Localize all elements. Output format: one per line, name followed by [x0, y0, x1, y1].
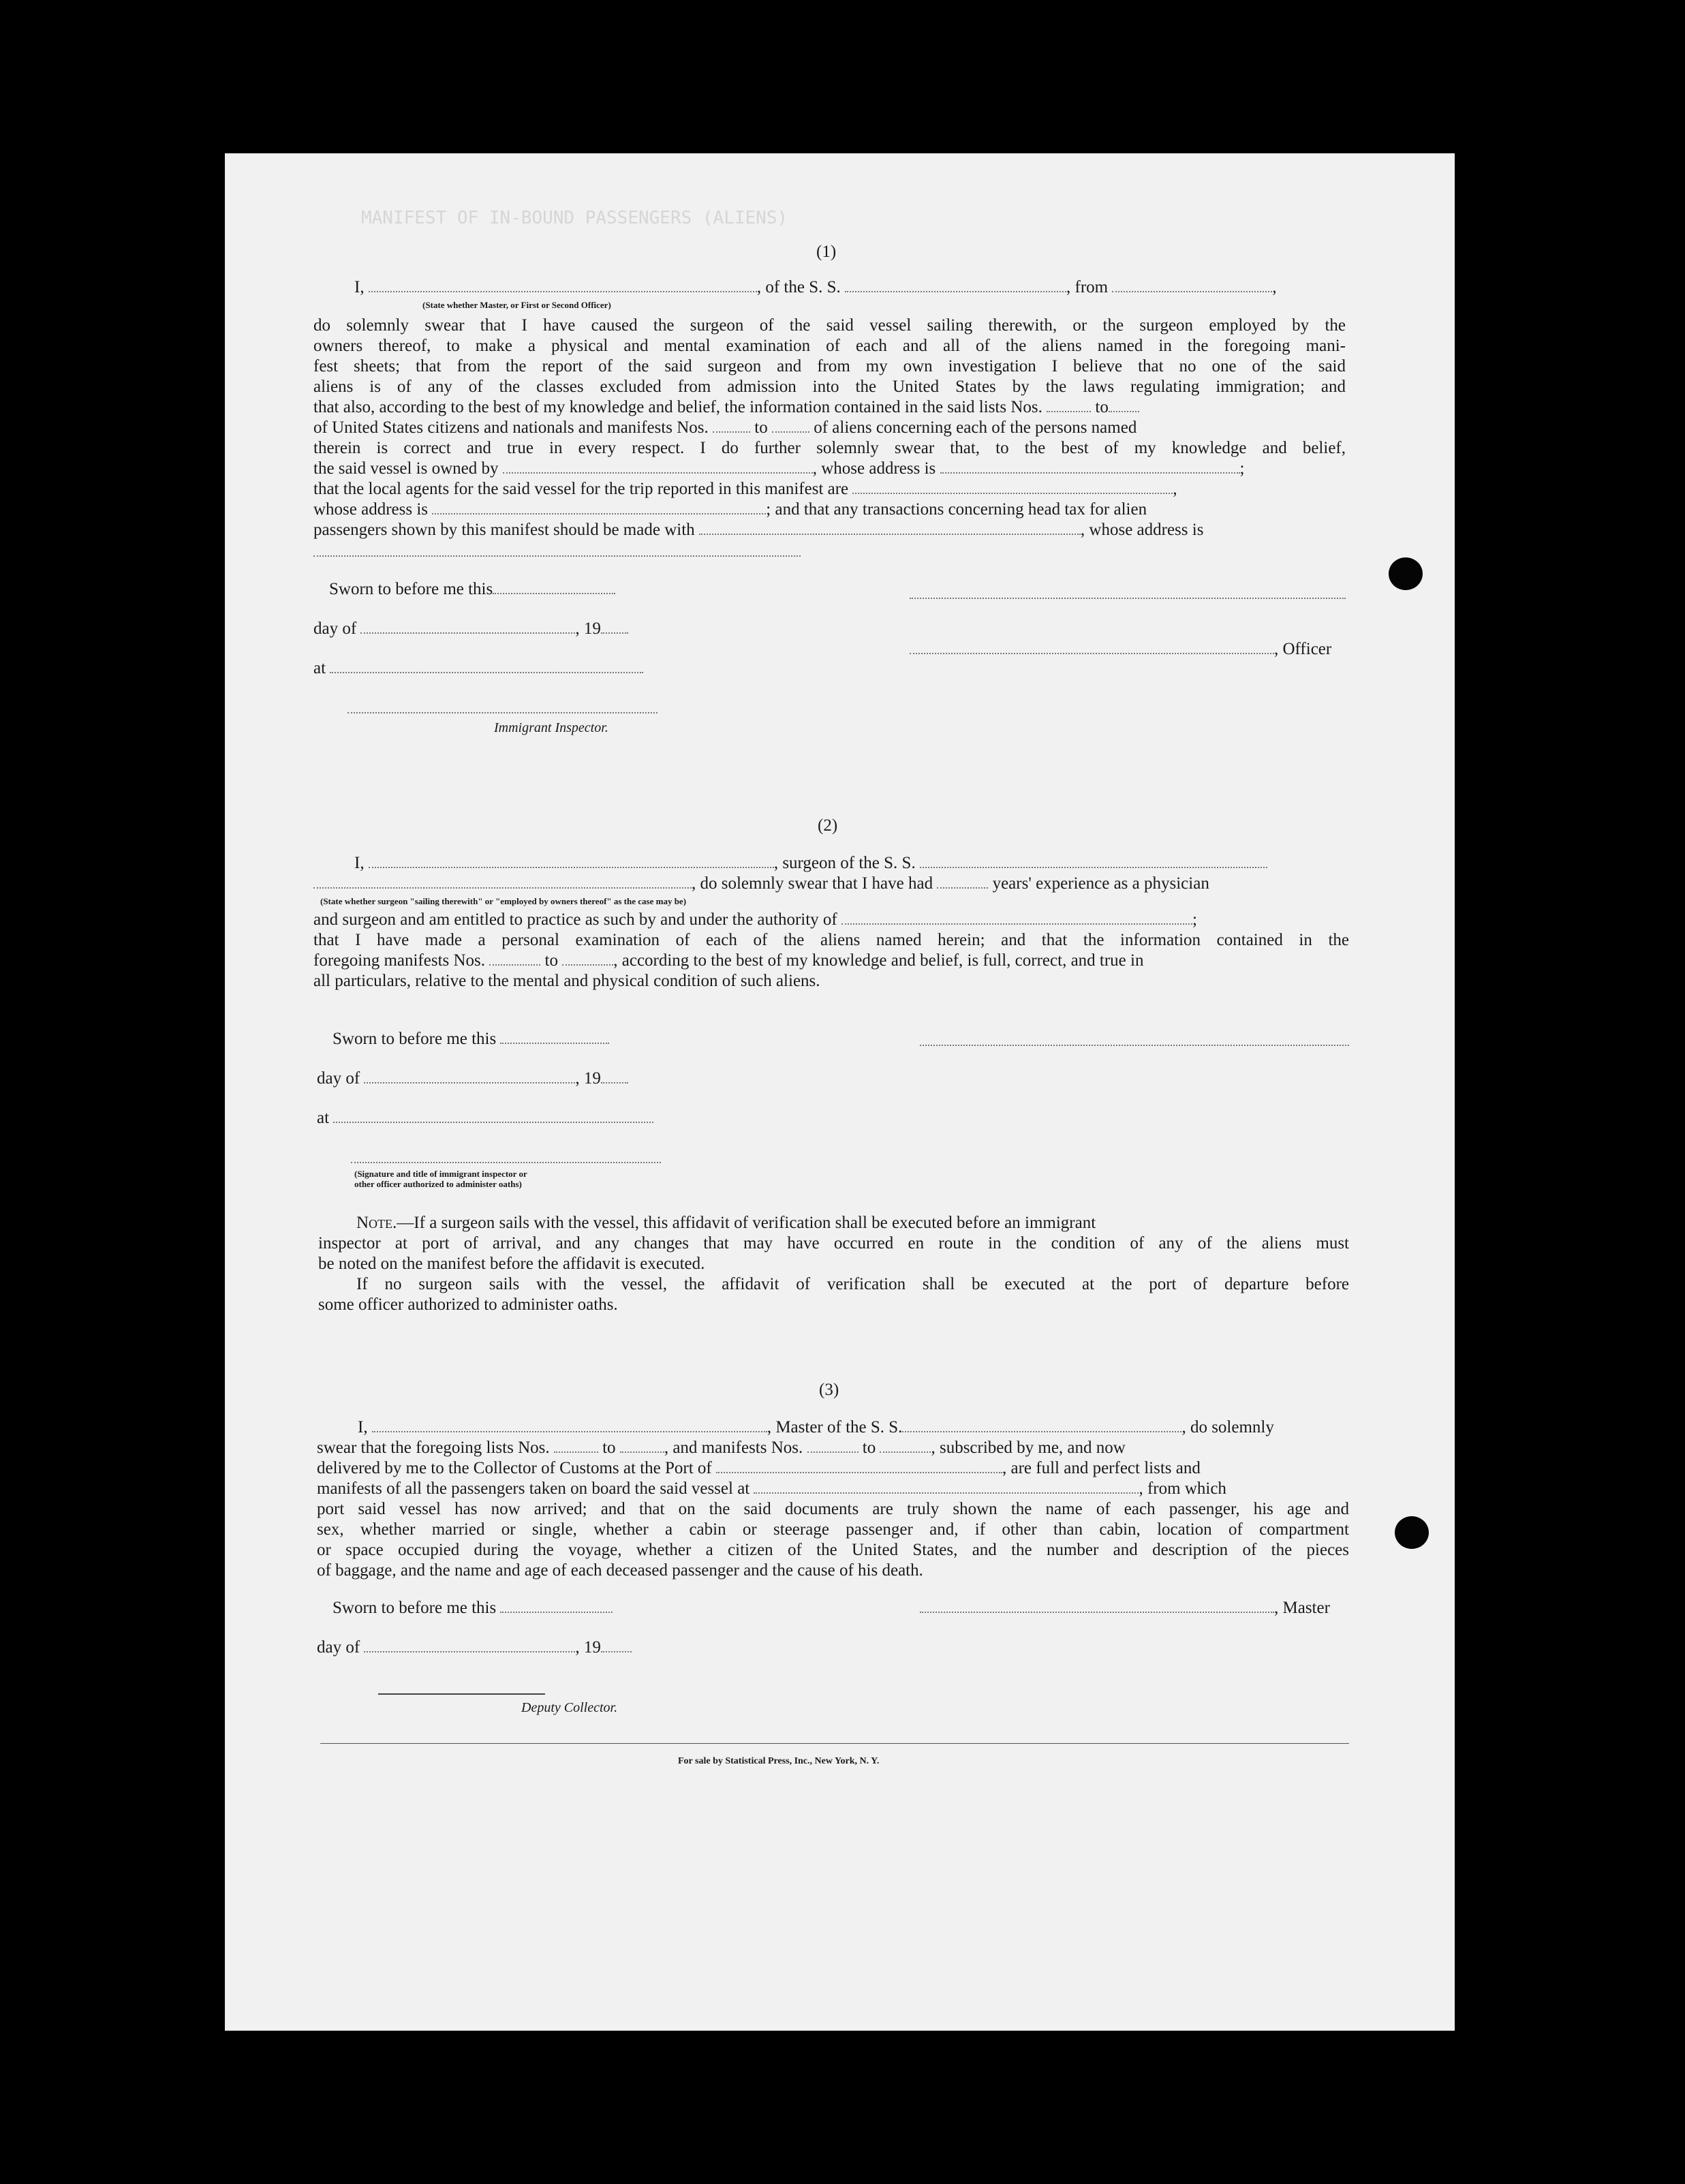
s3-line-1: I, , Master of the S. S. , do solemnly [358, 1418, 1274, 1436]
s2-at: at [317, 1108, 653, 1128]
s2-note-3: be noted on the manifest before the affidavit is executed. [318, 1255, 705, 1273]
s3-deputy-line [378, 1693, 545, 1695]
s3-deputy-label: Deputy Collector. [521, 1700, 618, 1715]
form-page [225, 153, 1455, 2031]
s2-line-1: I, , surgeon of the S. S. [354, 853, 1267, 874]
s1-para-3: fest sheets; that from the report of the said surgeon and from my own investigation I believe that no one of the said [313, 357, 1346, 375]
s2-hint: (State whether surgeon "sailing therewith" or "employed by owners thereof" as the case may be) [320, 896, 687, 906]
s1-inspector-label: Immigrant Inspector. [494, 720, 608, 735]
s2-sig-caption-1: (Signature and title of immigrant inspector or [354, 1169, 527, 1179]
s1-officer: , Officer [910, 639, 1331, 660]
section-1-number: (1) [816, 243, 837, 261]
punch-hole-bottom [1395, 1516, 1429, 1549]
s1-line-1: I, , of the S. S. , from , [354, 278, 1277, 296]
bleed-through: MANIFEST OF IN-BOUND PASSENGERS (ALIENS) [361, 208, 788, 228]
s1-signature-line [910, 598, 1346, 599]
s3-sworn: Sworn to before me this [333, 1598, 613, 1618]
s3-line-5: port said vessel has now arrived; and that on the said documents are truly shown the name of each passenger, his age and [317, 1500, 1349, 1518]
s1-inspector-line [347, 712, 658, 713]
s1-para-10: whose address is ; and that any transactions concerning head tax for alien [313, 500, 1147, 519]
s2-note-1: Note.—If a surgeon sails with the vessel, this affidavit of verification shall be executed before an immigrant [356, 1214, 1096, 1232]
s2-sig-caption-2: other officer authorized to administer oaths) [354, 1179, 522, 1189]
s1-para-11: passengers shown by this manifest should be made with , whose address is [313, 521, 1204, 539]
section-3-number: (3) [819, 1381, 839, 1399]
s2-note-5: some officer authorized to administer oaths. [318, 1295, 618, 1314]
s2-para-2: that I have made a personal examination of each of the aliens named herein; and that the information contained in the [313, 931, 1349, 949]
s3-day: day of , 19 [317, 1637, 632, 1658]
s1-para-6: of United States citizens and nationals and manifests Nos. to of aliens concerning each of the persons named [313, 418, 1137, 437]
s1-para-5: that also, according to the best of my knowledge and belief, the information contained in the said lists Nos. to [313, 397, 1139, 418]
s1-para-8: the said vessel is owned by , whose address is ; [313, 459, 1245, 478]
s1-para-2: owners thereof, to make a physical and mental examination of each and all of the aliens named in the foregoing mani- [313, 337, 1346, 355]
s1-sworn: Sworn to before me this [329, 579, 615, 600]
s2-note-2: inspector at port of arrival, and any changes that may have occurred en route in the condition of any of the aliens must [318, 1234, 1349, 1252]
s1-at: at [313, 658, 643, 679]
s3-line-3: delivered by me to the Collector of Customs at the Port of , are full and perfect lists and [317, 1459, 1201, 1477]
s2-sworn: Sworn to before me this [333, 1029, 609, 1049]
s2-para-3: foregoing manifests Nos. to , according to the best of my knowledge and belief, is full, correct, and true in [313, 951, 1144, 970]
s1-para-4: aliens is of any of the classes excluded from admission into the United States by the laws regulating immigration; and [313, 378, 1346, 396]
s2-note-4: If no surgeon sails with the vessel, the affidavit of verification shall be executed at the port of departure before [356, 1275, 1349, 1293]
s1-para-7: therein is correct and true in every respect. I do further solemnly swear that, to the best of my knowledge and belief, [313, 439, 1346, 457]
s3-line-2: swear that the foregoing lists Nos. to , and manifests Nos. to , subscribed by me, and now [317, 1439, 1126, 1457]
s2-line-2: , do solemnly swear that I have had years' experience as a physician [313, 874, 1209, 894]
section-2-number: (2) [818, 816, 838, 835]
s1-address-line [313, 555, 801, 557]
punch-hole-top [1389, 557, 1423, 590]
s3-line-7: or space occupied during the voyage, whether a citizen of the United States, and the number and description of the pieces [317, 1541, 1349, 1559]
s1-day: day of , 19 [313, 619, 628, 639]
s1-para-9: that the local agents for the said vessel for the trip reported in this manifest are , [313, 480, 1177, 498]
s1-hint: (State whether Master, or First or Second Officer) [422, 300, 611, 310]
s3-master: , Master [920, 1598, 1330, 1618]
footer-rule [320, 1743, 1349, 1744]
s3-line-4: manifests of all the passengers taken on board the said vessel at , from which [317, 1479, 1226, 1498]
s1-para-1: do solemnly swear that I have caused the surgeon of the said vessel sailing therewith, or the surgeon employed by the [313, 316, 1346, 335]
s2-para-4: all particulars, relative to the mental and physical condition of such aliens. [313, 972, 820, 990]
s3-line-8: of baggage, and the name and age of each deceased passenger and the cause of his death. [317, 1561, 923, 1580]
s2-signature-line-left [351, 1162, 661, 1163]
footer-imprint: For sale by Statistical Press, Inc., New York, N. Y. [678, 1756, 880, 1766]
s3-line-6: sex, whether married or single, whether a cabin or steerage passenger and, if other than cabin, location of compartment [317, 1520, 1349, 1539]
s2-signature-line-right [920, 1045, 1349, 1046]
s2-day: day of , 19 [317, 1068, 628, 1089]
s2-para-1: and surgeon and am entitled to practice as such by and under the authority of ; [313, 910, 1197, 929]
